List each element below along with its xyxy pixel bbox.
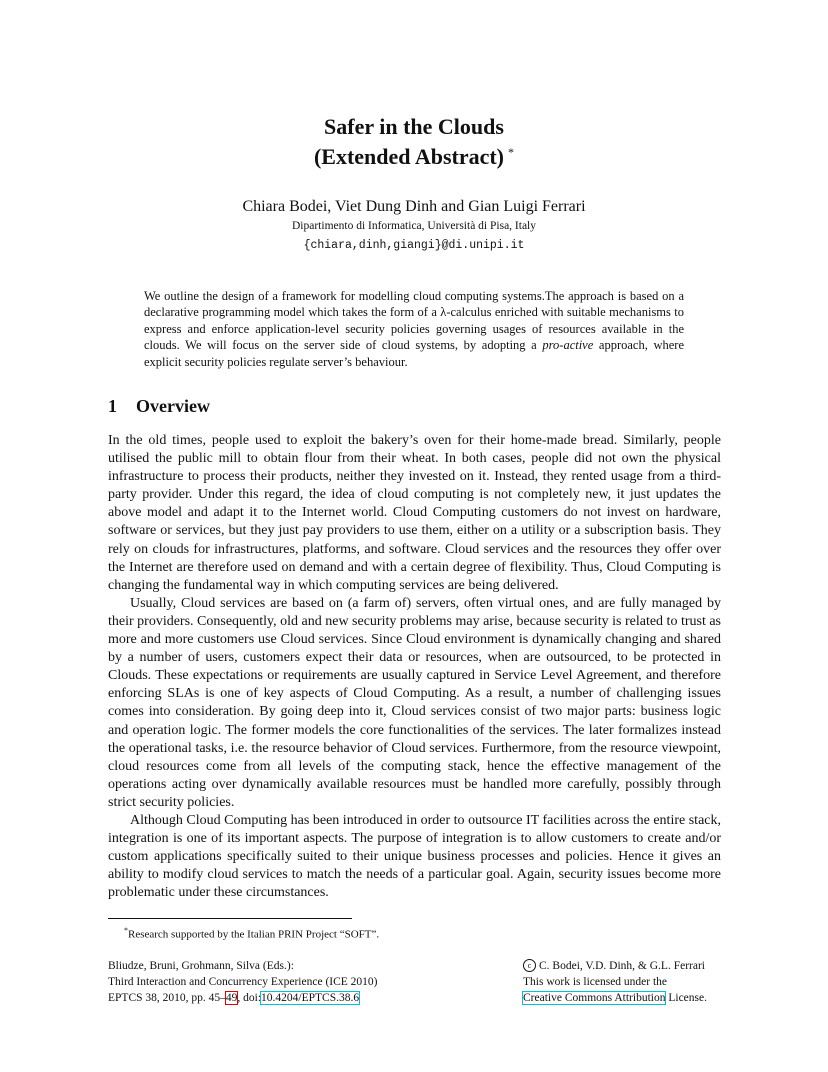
- pages-prefix: EPTCS 38, 2010, pp. 45–: [108, 992, 226, 1004]
- paper-subtitle: [0, 144, 828, 170]
- affiliation: Dipartimento di Informatica, Università di Pisa, Italy: [292, 220, 536, 232]
- license-line: This work is licensed under the: [523, 976, 668, 988]
- authors: Chiara Bodei, Viet Dung Dinh and Gian Luigi Ferrari: [242, 198, 586, 215]
- footnote-rule: [108, 918, 352, 919]
- copyright-line: [523, 958, 707, 974]
- paragraph: Usually, Cloud services are based on (a farm of) servers, often virtual ones, and are fully managed by their providers. Consequently, old and new security problems may arise, because security is related to trust as more and more customers use Cloud services. Since Cloud environment is dynamically changing and shared by a number of users, customers expect their data or resources, when are outsourced, to be protected in Clouds. These expectations or requirements are usually captured in Service Level Agreement, and therefore enforcing SLAs is one of key aspects of Cloud Computing. As a result, a number of challenging issues comes into consideration. By going deep into it, Cloud services consist of two major parts: business logic and operation logic. The former models the core functionalities of the services. The later formalizes instead the operational tasks, i.e. the resource behavior of Cloud services. Furthermore, from the resource viewpoint, cloud resources come from all levels of the computing stack, hence the effective management of the operations acting over dynamically available resources must be handled more carefully, possibly through strict security policies.: [108, 595, 721, 810]
- title-footnote-marker: *: [508, 144, 515, 159]
- footnote-marker: *: [124, 926, 128, 935]
- section-title: Overview: [136, 396, 210, 416]
- section-body: [108, 432, 721, 902]
- publication-info: [108, 958, 378, 1006]
- license-suffix: License.: [665, 992, 707, 1004]
- license-info: [523, 958, 707, 1006]
- citation-line: [108, 990, 378, 1006]
- paper-title: [0, 114, 828, 140]
- abstract-text-b: approach, where explicit security policies regulate server’s behaviour.: [144, 338, 685, 369]
- license-link[interactable]: Creative Commons Attribution: [523, 992, 666, 1004]
- editors-line: Bliudze, Bruni, Grohmann, Silva (Eds.):: [108, 960, 294, 972]
- doi-link[interactable]: 10.4204/EPTCS.38.6: [261, 992, 360, 1004]
- abstract-emphasis: pro-active: [542, 338, 594, 353]
- abstract-text-a: We outline the design of a framework for modelling cloud computing systems.The approach is based on a declarative programming model which takes the form of a λ-calculus enriched with suitable mechanisms to express and enforce application-level security policies governing usages of resources available in the clouds. We will focus on the server side of cloud systems, by adopting a: [144, 289, 684, 353]
- copyright-holders: C. Bodei, V.D. Dinh, & G.L. Ferrari: [539, 960, 705, 972]
- title-line-1: Safer in the Clouds: [324, 114, 504, 139]
- venue-line: Third Interaction and Concurrency Experience (ICE 2010): [108, 976, 378, 988]
- copyright-icon: c: [523, 959, 536, 972]
- footnote: [124, 926, 379, 941]
- abstract: [144, 288, 684, 370]
- section-number: 1: [108, 396, 117, 416]
- license-link-line: [523, 990, 707, 1006]
- doi-prefix: , doi:: [237, 992, 262, 1004]
- section-heading: [108, 396, 210, 417]
- paragraph: In the old times, people used to exploit the bakery’s oven for their home-made bread. Similarly, people utilised the public mill to obtain flour from their wheat. In both cases, people did not own the physical infrastructure to process their products, neither they invested on it. Instead, they rented usage from a third-party provider. Under this regard, the idea of cloud computing is not completely new, it just updates the above model and adapt it to the Internet world. Cloud Computing customers do not invest on hardware, software or services, but they just pay providers to use them, either on a utility or a subscription basis. They rely on clouds for infrastructures, platforms, and software. Cloud services and the resources they offer over the Internet are therefore used on demand and with a certain degree of flexibility. Thus, Cloud Computing is changing the fundamental way in which computing services are being delivered.: [108, 433, 721, 593]
- title-line-2: (Extended Abstract): [313, 144, 505, 169]
- footnote-text: Research supported by the Italian PRIN Project “SOFT”.: [128, 928, 380, 941]
- last-page-link[interactable]: 49: [225, 992, 238, 1004]
- paragraph: Although Cloud Computing has been introduced in order to outsource IT facilities across the entire stack, integration is one of its important aspects. The purpose of integration is to allow customers to create and/or custom applications specifically suited to their unique business processes and policies. Hence it gives an ability to modify cloud services to match the needs of a particular goal. Again, security issues become more problematic under these circumstances.: [108, 812, 721, 901]
- email: {chiara,dinh,giangi}@di.unipi.it: [303, 239, 525, 252]
